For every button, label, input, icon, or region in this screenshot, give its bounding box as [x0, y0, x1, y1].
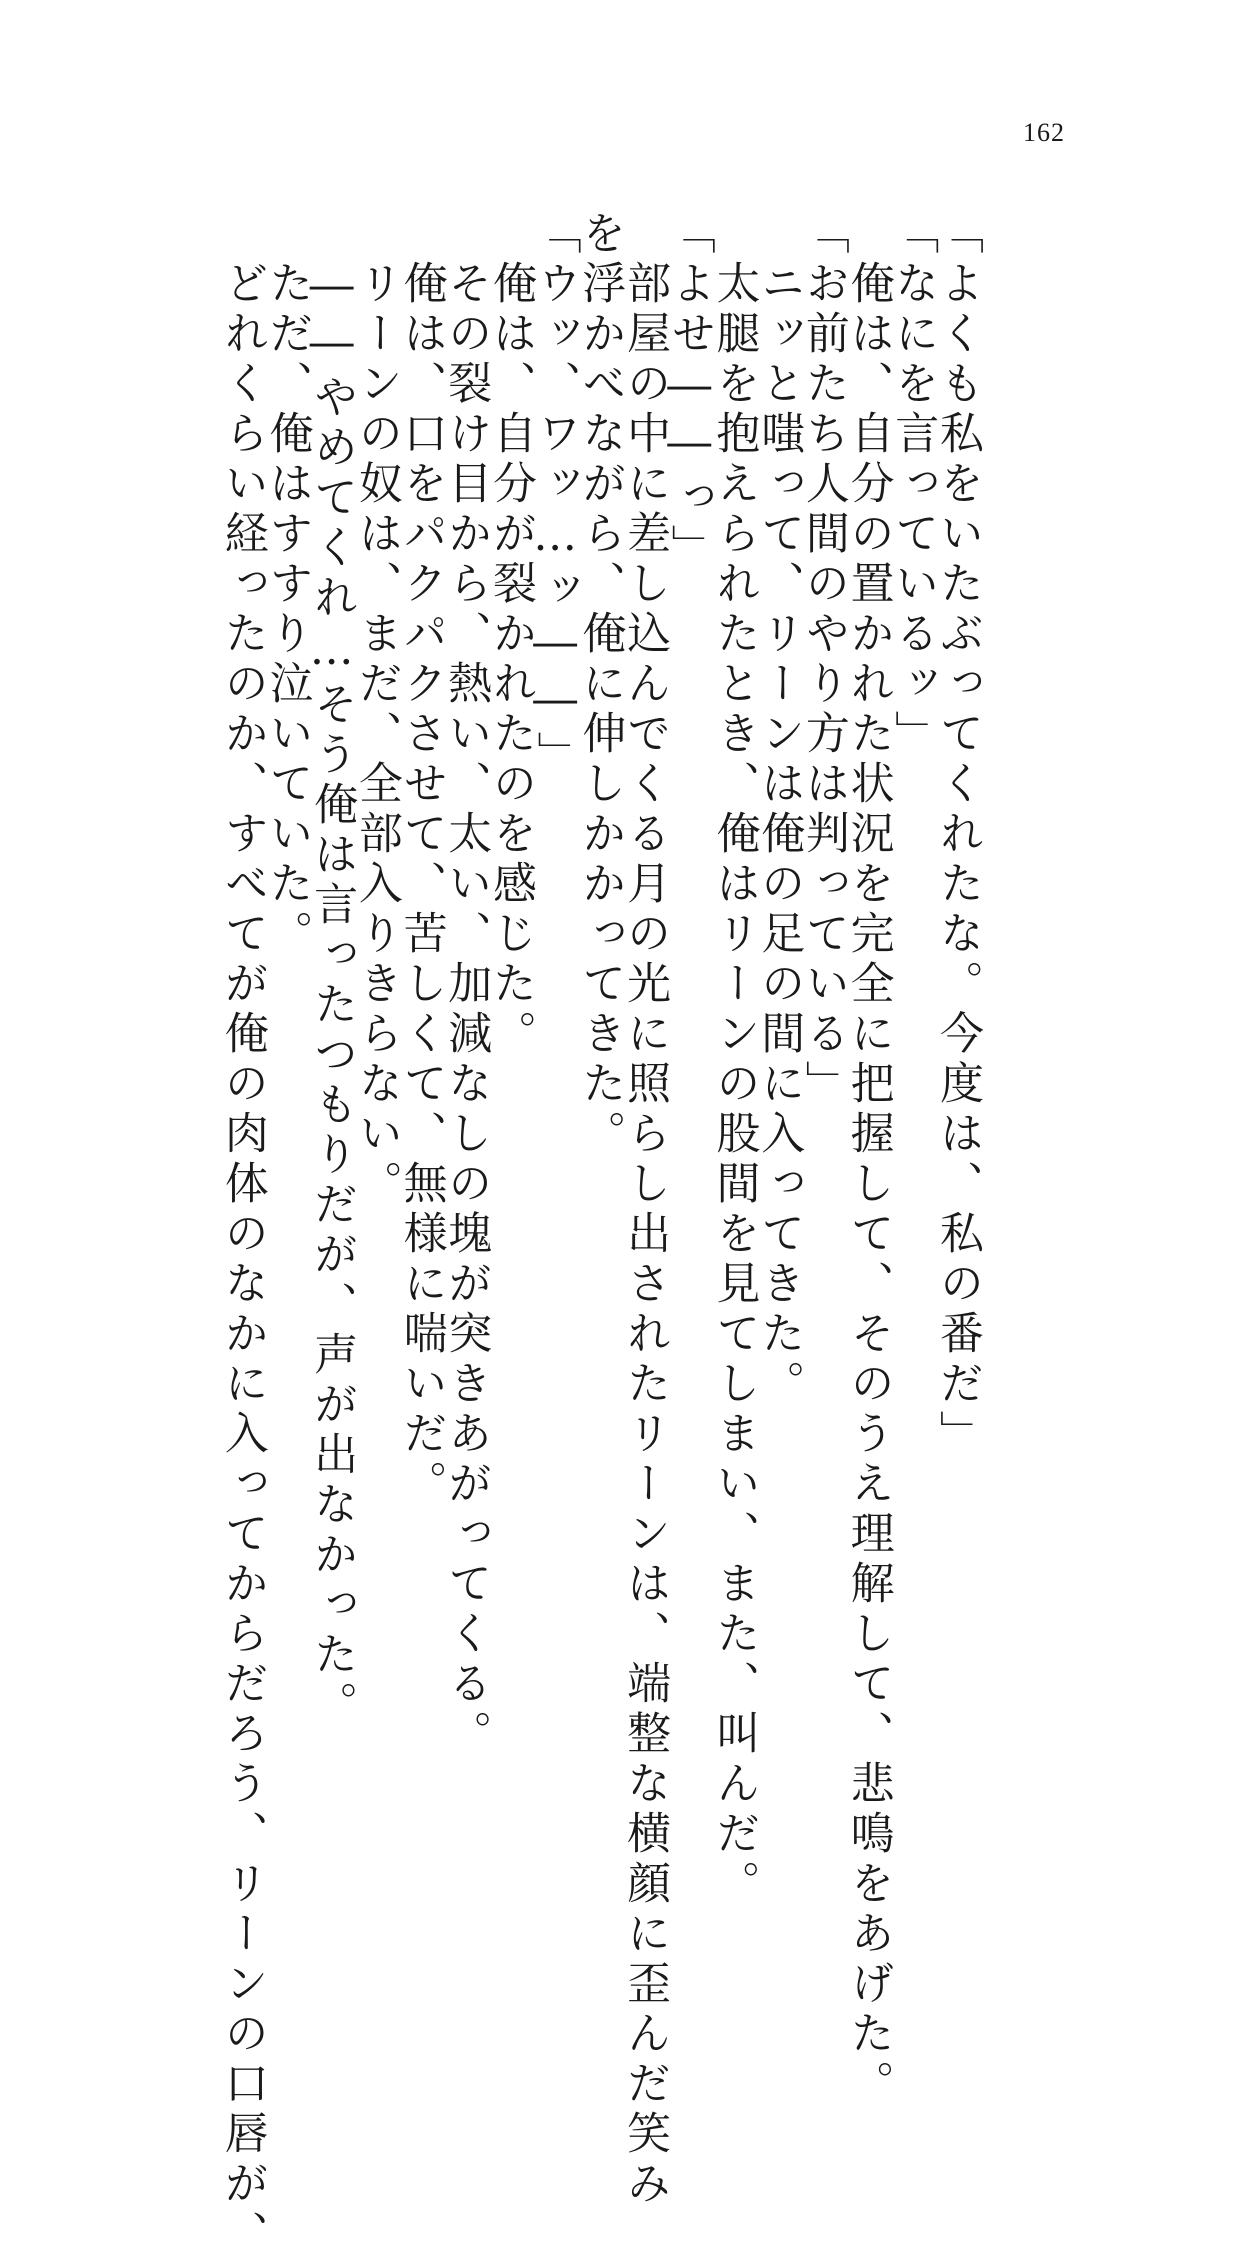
text-line: 太腿を抱えられたとき、俺はリーンの股間を見てしまい、また、叫んだ。	[708, 260, 760, 1910]
text-line: 俺は、自分が裂かれたのを感じた。	[484, 260, 536, 1060]
text-line: ニッと嗤って、リーンは俺の足の間に入ってきた。	[753, 260, 805, 1410]
text-line: 「よくも私をいたぶってくれたな。今度は、私の番だ」	[932, 210, 983, 1460]
text-line: 「ウッ、ワッ…ッ――」	[529, 210, 581, 781]
text-line: 俺は、自分の置かれた状況を完全に把握して、そのうえ理解して、悲鳴をあげた。	[842, 260, 894, 2110]
text-line: 部屋の中に差し込んでくる月の光に照らし出されたリーンは、端整な横顔に歪んだ笑み	[619, 260, 671, 2210]
text-line: 俺は、口をパクパクさせて、苦しくて、無様に喘いだ。	[395, 260, 447, 1510]
text-line: 「お前たち人間のやり方は判っている」	[797, 210, 849, 1110]
text-line: ――やめてくれ…そう俺は言ったつもりだが、声が出なかった。	[306, 260, 358, 1731]
page-number: 162	[1023, 118, 1065, 147]
vertical-text-body	[216, 210, 983, 2260]
text-line: その裂け目から、熱い、太い、加減なしの塊が突きあがってくる。	[440, 260, 492, 1760]
text-line: リーンの奴は、まだ、全部入りきらない。	[350, 260, 402, 1210]
text-line: どれくらい経ったのか、すべてが俺の肉体のなかに入ってからだろう、リーンの口唇が、	[216, 260, 268, 2260]
text-line: 「よせ――っ」	[663, 210, 715, 574]
text-line: を浮かべながら、俺に伸しかかってきた。	[574, 210, 626, 1160]
text-line: ただ、俺はすすり泣いていた。	[261, 260, 313, 960]
text-line: 「なにを言っているッ」	[887, 210, 939, 760]
